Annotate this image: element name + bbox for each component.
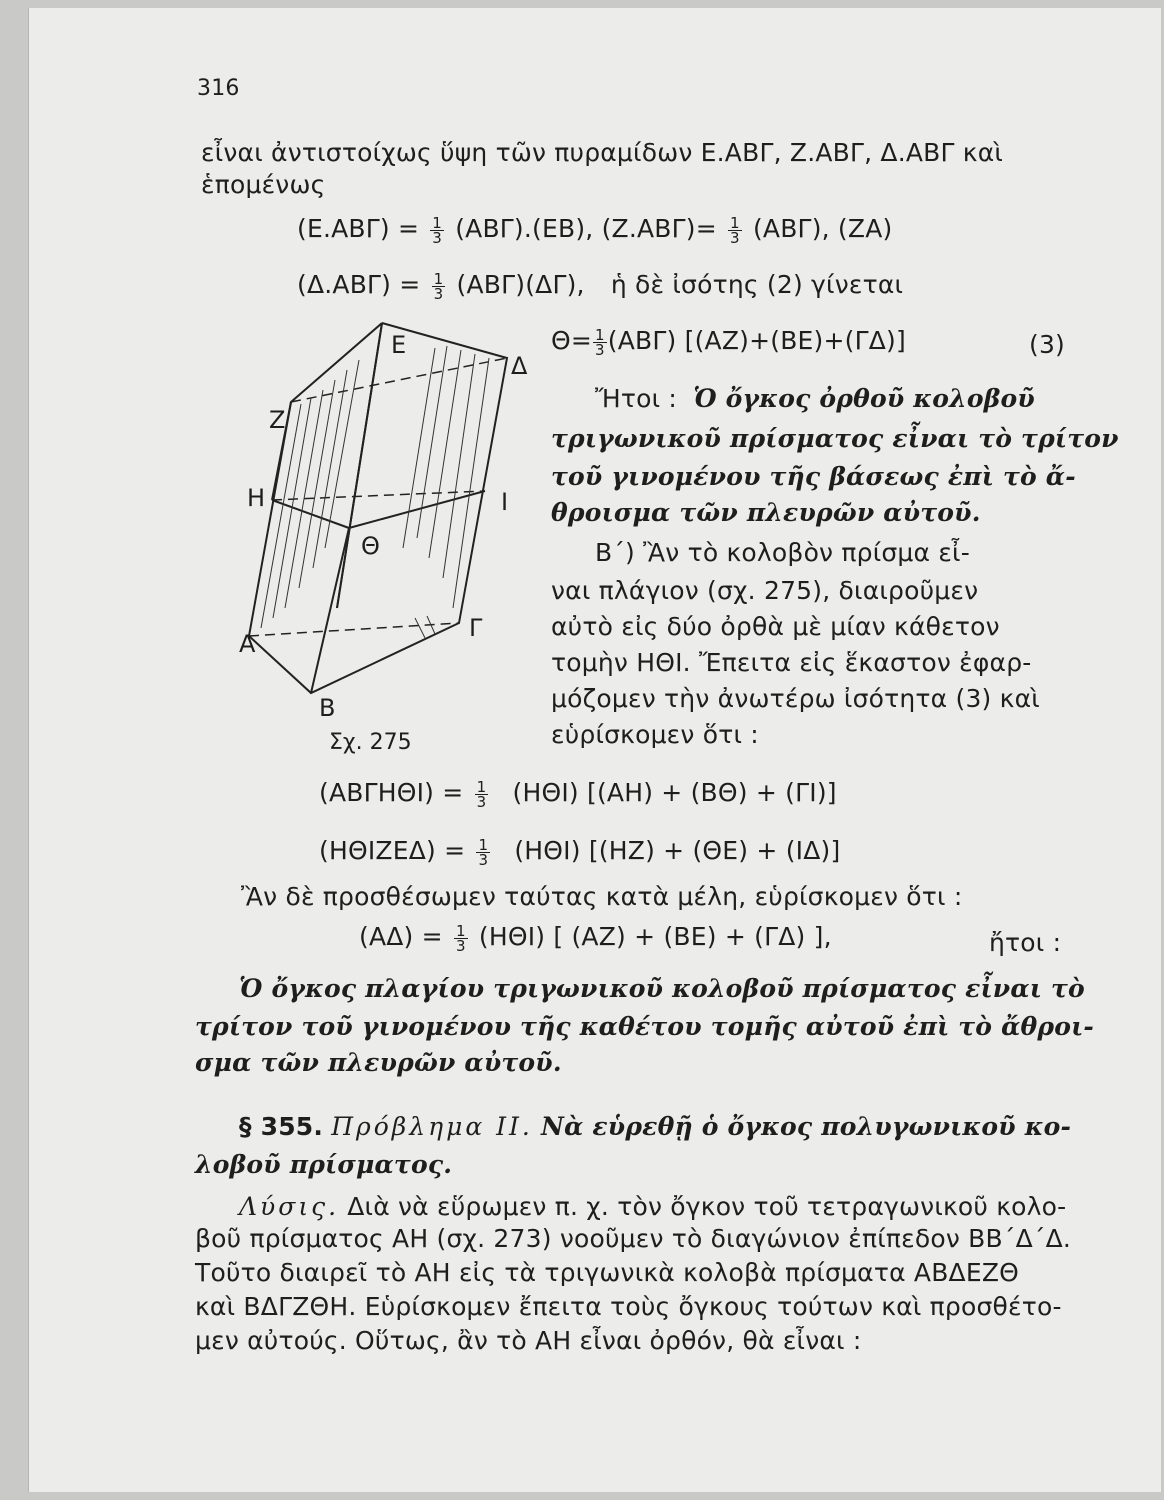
equation-4 bbox=[319, 778, 837, 809]
equation-5-rhs: (ΗΘΙ) [(ΗΖ) + (ΘΕ) + (ΙΔ)] bbox=[514, 836, 841, 865]
solution-text-1: Διὰ νὰ εὕρωμεν π. χ. τὸν ὄγκον τοῦ τετραγωνικοῦ κολο- bbox=[347, 1192, 1067, 1221]
book-page bbox=[28, 8, 1161, 1492]
equation-3-number: (3) bbox=[1029, 330, 1066, 359]
fraction: $\frac{1}{3}$ bbox=[595, 325, 605, 359]
part-b-line-1: Β΄) Ἂν τὸ κολοβὸν πρίσμα εἶ- bbox=[595, 538, 970, 567]
equation-5 bbox=[319, 836, 840, 867]
equation-2-text: ἡ δὲ ἰσότης (2) γίνεται bbox=[610, 270, 904, 299]
equation-3-rhs: (ΑΒΓ) [(ΑΖ)+(ΒΕ)+(ΓΔ)] bbox=[607, 326, 906, 355]
theorem-1-text: Ὁ ὄγκος ὀρθοῦ κολοβοῦ bbox=[693, 384, 1035, 413]
fraction: $\frac{1}{3}$ bbox=[476, 777, 487, 811]
section-heading bbox=[239, 1112, 1071, 1141]
equation-6-rhs: (ΗΘΙ) [ (ΑΖ) + (ΒΕ) + (ΓΔ) ], bbox=[478, 922, 832, 951]
theorem-2-line-2: τρίτον τοῦ γινομένου τῆς καθέτου τομῆς αὐτοῦ ἐπὶ τὸ ἄθροι- bbox=[195, 1012, 1094, 1041]
solution-line-2: βοῦ πρίσματος ΑΗ (σχ. 273) νοοῦμεν τὸ διαγώνιον ἐπίπεδον ΒΒ΄Δ΄Δ. bbox=[195, 1224, 1072, 1253]
equation-2-lhs: (Δ.ΑΒΓ) = bbox=[297, 270, 421, 299]
equation-6 bbox=[359, 922, 832, 953]
equation-3 bbox=[551, 326, 906, 357]
fraction: $\frac{1}{3}$ bbox=[432, 213, 443, 247]
section-label: Πρόβλημα ΙΙ. bbox=[331, 1112, 533, 1141]
part-b-line-4: τομὴν ΗΘΙ. Ἔπειτα εἰς ἕκαστον ἐφαρ- bbox=[551, 648, 1032, 677]
section-title: Νὰ εὑρεθῇ ὁ ὄγκος πολυγωνικοῦ κο- bbox=[541, 1112, 1072, 1141]
equation-4-lhs: (ΑΒΓΗΘΙ) = bbox=[319, 778, 464, 807]
solution-line-5: μεν αὐτούς. Οὕτως, ἂν τὸ ΑΗ εἶναι ὀρθόν, θὰ εἶναι : bbox=[195, 1326, 862, 1355]
vertex-label-d: Δ bbox=[511, 352, 528, 380]
part-b-line-5: μόζομεν τὴν ἀνωτέρω ἰσότητα (3) καὶ bbox=[551, 684, 1040, 713]
vertex-label-a: Α bbox=[239, 630, 256, 658]
part-b-line-3: αὐτὸ εἰς δύο ὀρθὰ μὲ μίαν κάθετον bbox=[551, 612, 1000, 641]
equation-3-lhs: Θ= bbox=[551, 326, 593, 355]
equation-2-mid: (ΑΒΓ)(ΔΓ), bbox=[456, 270, 585, 299]
vertex-label-b: Β bbox=[319, 694, 336, 718]
section-number: § 355. bbox=[239, 1112, 324, 1141]
sum-line: Ἂν δὲ προσθέσωμεν ταύτας κατὰ μέλη, εὑρίσκομεν ὅτι : bbox=[241, 882, 963, 911]
vertex-label-h: Η bbox=[247, 484, 266, 512]
equation-1-rhs: (ΑΒΓ), (ΖΑ) bbox=[752, 214, 893, 243]
equation-1-mid: (ΑΒΓ).(ΕΒ), (Ζ.ΑΒΓ)= bbox=[455, 214, 717, 243]
equation-4-rhs: (ΗΘΙ) [(ΑΗ) + (ΒΘ) + (ΓΙ)] bbox=[512, 778, 837, 807]
intro-line-2: ἑπομένως bbox=[201, 170, 326, 199]
theorem-1-line-1 bbox=[595, 384, 1035, 413]
fraction: $\frac{1}{3}$ bbox=[455, 921, 466, 955]
vertex-label-e: Ε bbox=[391, 331, 407, 359]
equation-6-tail: ἤτοι : bbox=[989, 928, 1062, 957]
fraction: $\frac{1}{3}$ bbox=[478, 835, 489, 869]
vertex-label-z: Ζ bbox=[269, 406, 286, 434]
part-b-line-6: εὑρίσκομεν ὅτι : bbox=[551, 720, 759, 749]
solution-line-4: καὶ ΒΔΓΖΘΗ. Εὑρίσκομεν ἔπειτα τοὺς ὄγκους τούτων καὶ προσθέτο- bbox=[195, 1292, 1062, 1321]
theorem-1-line-3: τοῦ γινομένου τῆς βάσεως ἐπὶ τὸ ἄ- bbox=[551, 462, 1076, 491]
fraction: $\frac{1}{3}$ bbox=[730, 213, 740, 247]
figure-caption: Σχ. 275 bbox=[329, 730, 412, 755]
solution-label: Λύσις. bbox=[239, 1192, 340, 1221]
solution-line-3: Τοῦτο διαιρεῖ τὸ ΑΗ εἰς τὰ τριγωνικὰ κολοβὰ πρίσματα ΑΒΔΕΖΘ bbox=[195, 1258, 1020, 1287]
vertex-label-i: Ι bbox=[501, 488, 509, 516]
page-number: 316 bbox=[197, 76, 240, 101]
equation-6-lhs: (ΑΔ) = bbox=[359, 922, 443, 951]
theorem-2-line-3: σμα τῶν πλευρῶν αὐτοῦ. bbox=[195, 1048, 562, 1077]
fraction: $\frac{1}{3}$ bbox=[433, 269, 444, 303]
section-title-2: λοβοῦ πρίσματος. bbox=[195, 1150, 453, 1179]
solution-line-1 bbox=[239, 1192, 1066, 1221]
vertex-label-g: Γ bbox=[469, 614, 483, 642]
equation-1 bbox=[297, 214, 892, 245]
theorem-1-line-2: τριγωνικοῦ πρίσματος εἶναι τὸ τρίτον bbox=[551, 424, 1119, 453]
prism-figure bbox=[239, 318, 539, 718]
theorem-2-line-1: Ὁ ὄγκος πλαγίου τριγωνικοῦ κολοβοῦ πρίσματος εἶναι τὸ bbox=[239, 974, 1085, 1003]
equation-1-lhs: (Ε.ΑΒΓ) = bbox=[297, 214, 420, 243]
equation-2 bbox=[297, 270, 903, 301]
theorem-1-lead: Ἤτοι : bbox=[595, 384, 678, 413]
theorem-1-line-4: θροισμα τῶν πλευρῶν αὐτοῦ. bbox=[551, 498, 981, 527]
part-b-line-2: ναι πλάγιον (σχ. 275), διαιροῦμεν bbox=[551, 576, 979, 605]
intro-line-1: εἶναι ἀντιστοίχως ὕψη τῶν πυραμίδων Ε.ΑΒΓ, Ζ.ΑΒΓ, Δ.ΑΒΓ καὶ bbox=[201, 138, 1004, 167]
vertex-label-theta: Θ bbox=[361, 532, 380, 560]
equation-5-lhs: (ΗΘΙΖΕΔ) = bbox=[319, 836, 466, 865]
